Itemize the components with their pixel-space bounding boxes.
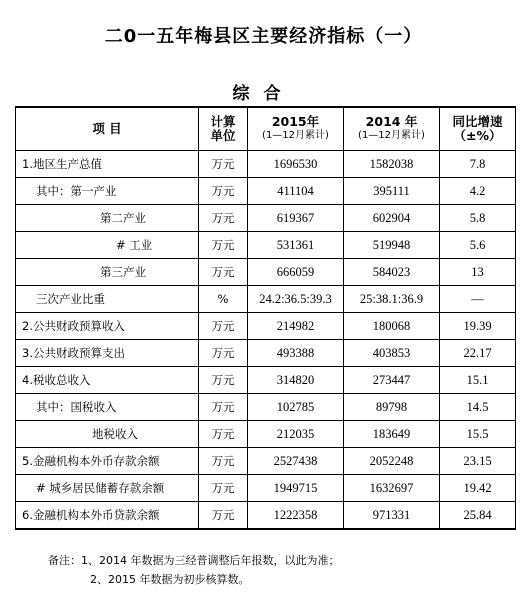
row-growth: 14.5 (440, 394, 516, 421)
row-label: 2.公共财政预算收入 (16, 313, 199, 340)
row-growth: 5.6 (440, 232, 516, 259)
footnote-line-2: 2、2015 年数据为初步核算数。 (90, 573, 250, 586)
row-unit: 万元 (199, 394, 248, 421)
table-row (16, 367, 516, 394)
row-growth: 15.5 (440, 421, 516, 448)
row-label: 3.公共财政预算支出 (16, 340, 199, 367)
row-value-2014: 25:38.1:36.9 (344, 286, 440, 313)
table-row (16, 502, 516, 530)
row-growth: 5.8 (440, 205, 516, 232)
row-value-2014: 519948 (344, 232, 440, 259)
row-label: 6.金融机构本外币贷款余额 (16, 502, 199, 530)
table-row (16, 475, 516, 502)
row-value-2014: 180068 (344, 313, 440, 340)
table-row (16, 178, 516, 205)
row-value-2015: 314820 (248, 367, 344, 394)
indicator-table (15, 106, 516, 530)
row-growth: — (440, 286, 516, 313)
row-label: 其中：国税收入 (16, 394, 199, 421)
row-growth: 25.84 (440, 502, 516, 530)
table-row (16, 313, 516, 340)
row-unit: 万元 (199, 178, 248, 205)
row-value-2015: 102785 (248, 394, 344, 421)
row-value-2014: 1632697 (344, 475, 440, 502)
table-row (16, 151, 516, 178)
row-label: 三次产业比重 (16, 286, 199, 313)
row-value-2015: 214982 (248, 313, 344, 340)
row-value-2015: 411104 (248, 178, 344, 205)
row-value-2015: 2527438 (248, 448, 344, 475)
row-unit: 万元 (199, 475, 248, 502)
row-label: 第二产业 (16, 205, 199, 232)
table-header-row (16, 107, 516, 151)
table-row (16, 340, 516, 367)
row-unit: 万元 (199, 367, 248, 394)
row-value-2015: 666059 (248, 259, 344, 286)
page-title: 二0一五年梅县区主要经济指标（一） (104, 26, 423, 47)
row-unit: 万元 (199, 205, 248, 232)
row-unit: 万元 (199, 421, 248, 448)
row-growth: 22.17 (440, 340, 516, 367)
column-header-item: 项 目 (16, 107, 199, 151)
row-growth: 19.42 (440, 475, 516, 502)
row-growth: 23.15 (440, 448, 516, 475)
row-unit: 万元 (199, 502, 248, 530)
table-row (16, 232, 516, 259)
row-value-2015: 1696530 (248, 151, 344, 178)
row-value-2015: 493388 (248, 340, 344, 367)
table-row (16, 394, 516, 421)
row-value-2014: 2052248 (344, 448, 440, 475)
row-label: 地税收入 (16, 421, 199, 448)
column-header-unit: 计算 单位 (199, 107, 248, 151)
row-value-2015: 24.2:36.5:39.3 (248, 286, 344, 313)
row-unit: 万元 (199, 232, 248, 259)
row-unit: 万元 (199, 340, 248, 367)
row-growth: 19.39 (440, 313, 516, 340)
row-value-2014: 602904 (344, 205, 440, 232)
row-label: # 城乡居民储蓄存款余额 (16, 475, 199, 502)
row-unit: % (199, 286, 248, 313)
column-header-2015: 2015年 (1—12月累计) (248, 107, 344, 151)
table-row (16, 259, 516, 286)
row-label: # 工业 (16, 232, 199, 259)
row-growth: 7.8 (440, 151, 516, 178)
row-label: 第三产业 (16, 259, 199, 286)
table-row (16, 421, 516, 448)
row-value-2014: 403853 (344, 340, 440, 367)
column-header-growth: 同比增速 （±%） (440, 107, 516, 151)
row-label: 1.地区生产总值 (16, 151, 199, 178)
table-subtitle: 综合 (232, 84, 295, 104)
row-unit: 万元 (199, 313, 248, 340)
row-value-2015: 1222358 (248, 502, 344, 530)
row-growth: 13 (440, 259, 516, 286)
row-value-2015: 1949715 (248, 475, 344, 502)
row-label: 4.税收总收入 (16, 367, 199, 394)
row-unit: 万元 (199, 151, 248, 178)
column-header-2014: 2014 年 (1—12月累计) (344, 107, 440, 151)
row-growth: 4.2 (440, 178, 516, 205)
row-value-2014: 1582038 (344, 151, 440, 178)
row-value-2015: 212035 (248, 421, 344, 448)
row-value-2014: 395111 (344, 178, 440, 205)
row-value-2015: 531361 (248, 232, 344, 259)
row-value-2014: 89798 (344, 394, 440, 421)
row-value-2015: 619367 (248, 205, 344, 232)
table-row (16, 205, 516, 232)
row-value-2014: 971331 (344, 502, 440, 530)
row-label: 5.金融机构本外币存款余额 (16, 448, 199, 475)
footnote-line-1: 备注：1、2014 年数据为三经普调整后年报数，以此为准； (48, 554, 340, 567)
row-value-2014: 183649 (344, 421, 440, 448)
table-row (16, 286, 516, 313)
row-label: 其中：第一产业 (16, 178, 199, 205)
row-growth: 15.1 (440, 367, 516, 394)
row-unit: 万元 (199, 448, 248, 475)
row-value-2014: 584023 (344, 259, 440, 286)
table-row (16, 448, 516, 475)
row-unit: 万元 (199, 259, 248, 286)
row-value-2014: 273447 (344, 367, 440, 394)
footnote (48, 551, 340, 589)
